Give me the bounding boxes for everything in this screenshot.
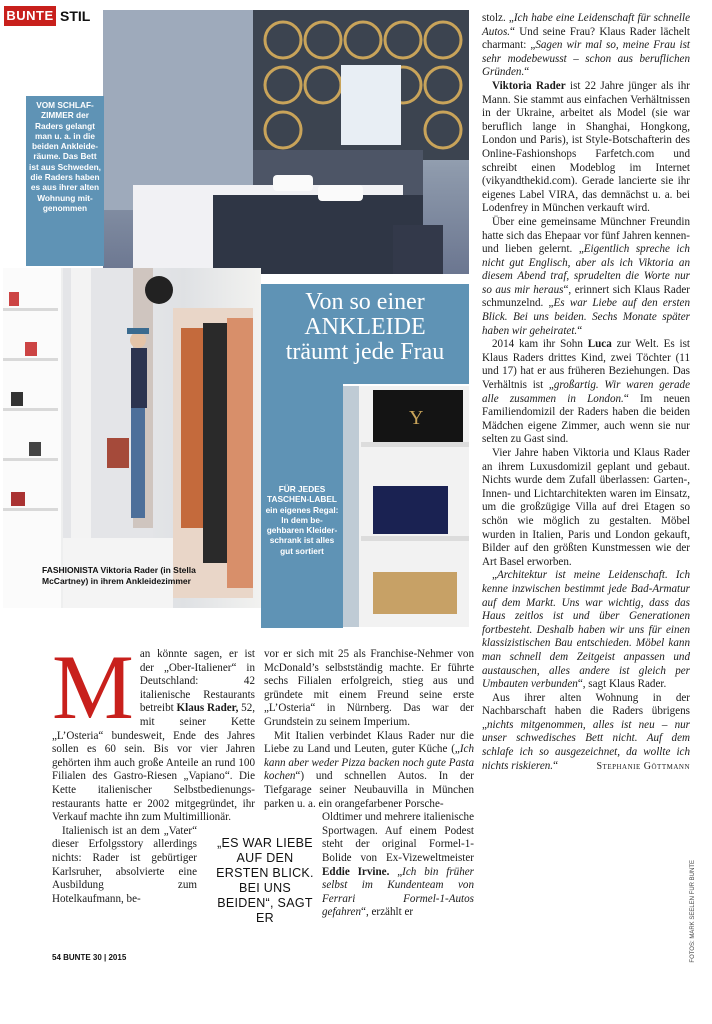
headline-box (261, 284, 469, 384)
section-label: STIL (60, 8, 91, 24)
bedroom-illustration (103, 10, 469, 274)
bedroom-photo (103, 10, 469, 274)
article-column-3 (482, 12, 690, 773)
paragraph: vor er sich mit 25 als Franchise-Nehmer von McDonald’s selbstständig machte. Er führte sechs Filialen erfolgreich, stieg aus und gründete mit einem Freund seine erste „L’Osteria“ in Nürnberg. Das war der Grundstein zu seinem Imperium. (264, 648, 474, 728)
bunte-logo: BUNTE (4, 6, 56, 26)
page-footer: 54 BUNTE 30 | 2015 (52, 953, 127, 962)
paragraph: 2014 kam ihr Sohn Luca zur Welt. Es ist Klaus Raders drittes Kind, zwei Töchter (11 und 17) hat er aus früheren Beziehungen. Das Verhältnis ist „großartig. Wir waren gerade alle zusammen in London.“ Im neuen Familiendomizil der Raders haben die beiden Mädchen eigene Zimmer, auch wenn sie nur selten zu Gast sind. (482, 338, 691, 446)
bedroom-caption-box (26, 96, 104, 266)
headline: Von so einer ANKLEIDE träumt jede Frau (285, 289, 445, 365)
photo-credit: FOTOS: MARK SEELEN FÜR BUNTE (690, 860, 696, 963)
closet-caption: FASHIONISTA Viktoria Rader (in Stella McCartney) in ihrem Ankleidezimmer (42, 565, 196, 586)
paragraph: Italienisch ist an dem „Vater“ dieser Erfolgsstory allerdings nichts: Rader ist gebürtiger Karlsruher, absolvierte eine Ausbildung zum Hotelkaufmann, be- (52, 824, 197, 905)
paragraph: Über eine gemeinsame Münchner Freundin hatte sich das Ehepaar vor fünf Jahren kennen- und lieben gelernt. „Eigentlich spreche ich nicht gut Englisch, aber als ich Viktoria an diesem Abend traf, sprudelten die Worte nur so aus mir heraus“, erinnert sich Klaus Rader schmunzelnd. „Es war Liebe auf den ersten Blick. Bei uns beiden. Sechs Monate später haben wir geheiratet.“ (482, 215, 690, 337)
paragraph: an könnte sagen, er ist der „Ober-Italiener“ in Deutschland: 42 italienische Restaurants betreibt Klaus Rader, 52, mit seiner Kette „L’Osteria“ bundesweit, Ende des Jahres sollen es 60 sein. Bis vor vier Jahren gehörten ihm auch große Anteile an rund 100 Filialen des Gastro-Riesen „Vapiano“. Die Kette italienischer Selbstbedienungs-restaurants hatte er 2002 mitgegründet, ihr Verkauf machte ihn zum Multimillionär. (52, 648, 256, 824)
article-column-2 (264, 648, 474, 920)
paragraph: Oldtimer und mehrere italienische Sportwagen. Auf einem Podest steht der original Formel-1-Bolide von Ex-Vizeweltmeister Eddie Irvine. „Ich bin früher selbst im Kundenteam von Ferrari Formel-1-Autos gefahren“, erzählt er (322, 811, 474, 919)
ysl-logo: Y (409, 407, 424, 429)
paragraph: Vier Jahre haben Viktoria und Klaus Rader an ihrem Luxusdomizil geplant und gebaut. Nichts wurde dem Zufall überlassen: Garten-, Innen- und Lichtarchitekten waren im Einsatz, um die großzügige Villa auf drei Etagen so schön wie möglich zu gestalten. Möbel wurden in Italien, Paris und London gekauft, Bilder auf den größten Kunstmessen wie der Art Basel erworben. (482, 447, 690, 568)
closet-photo (3, 268, 261, 608)
bags-caption: FÜR JEDES TASCHEN-LABEL ein eigenes Regal: In dem be-gehbaren Kleider-schrank ist alles gut sortiert (265, 484, 339, 556)
paragraph: „Architektur ist meine Leidenschaft. Ich kenne inzwischen bestimmt jede Bad-Armatur auf dem Markt. Uns war wichtig, dass das Haus zeitlos ist und über Generationen fortbesteht. Deshalb haben wir uns für einen klassizistischen Bau entschieden. Möbel kann man schnell dem Zeitgeist anpassen und austauschen, alles andere ist gleich per Umbauten verbunden“, sagt Klaus Rader. (482, 569, 690, 691)
closet-illustration (3, 268, 261, 608)
author-byline: Stephanie Göttmann (596, 760, 690, 772)
bags-illustration (343, 386, 469, 627)
paragraph: Viktoria Rader ist 22 Jahre jünger als ihr Mann. Sie stammt aus einfachen Verhältnissen in der Ukraine, arbeitet als Model (sie war beruflich lange in Shanghai, Hongkong, London und Paris), ist Style-Botschafterin des Online-Fashionshops Farfetch.com und schreibt einen Modeblog im Internet (vikyandthekid.com). Gerade lancierte sie ihr eigenes Label VIRA, das demnächst u. a. bei Lodenfrey in München verkauft wird. (482, 79, 690, 215)
paragraph: Mit Italien verbindet Klaus Rader nur die Liebe zu Land und Leuten, guter Küche („Ich kann aber weder Pizza backen noch gute Pasta kochen“) und schnellen Autos. In der Tiefgarage seiner Neubauvilla in München parken u. a. ein orangefarbener Porsche- (264, 729, 474, 810)
paragraph: Aus ihrer alten Wohnung in der Nachbarschaft haben die Raders übrigens „nichts mitgenommen, alles ist neu – nur unser schwedisches Bett nicht. Auf dem schlafe ich so ausgezeichnet, da wollte ich nichts riskieren.“ Stephanie Göttmann (482, 691, 690, 772)
bedroom-caption: VOM SCHLAF-ZIMMER der Raders gelangt man u. a. in die beiden Ankleide-räume. Das Bett ist aus Schweden, die Raders haben es aus ihrer alten Wohnung mit-genommen (29, 100, 101, 213)
drop-cap: M (52, 636, 134, 738)
pull-quote: „ES WAR LIEBE AUF DEN ERSTEN BLICK. BEI UNS BEIDEN“, SAGT ER (216, 836, 314, 925)
bags-caption-box (261, 384, 343, 628)
paragraph: stolz. „Ich habe eine Leidenschaft für schnelle Autos.“ Und seine Frau? Klaus Rader lächelt charmant: „Sagen wir mal so, meine Frau ist sehr modebewusst – schon aus beruflichen Gründen.“ (482, 12, 690, 79)
bags-photo (343, 386, 469, 627)
